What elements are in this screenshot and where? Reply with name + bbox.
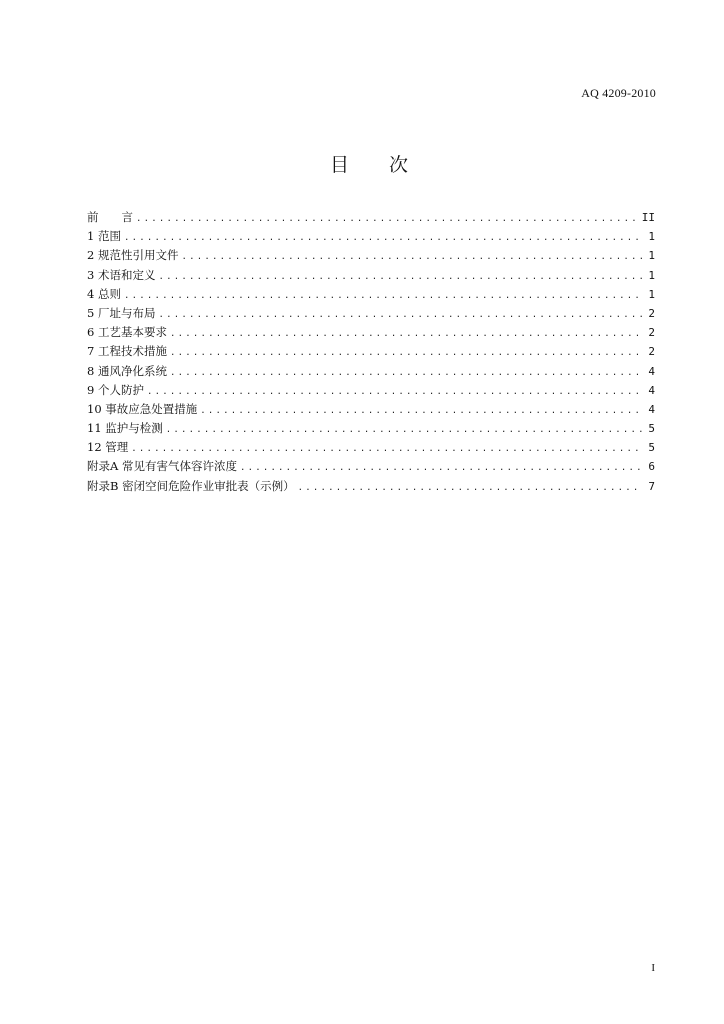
toc-dot-leader	[158, 306, 642, 325]
toc-title	[0, 150, 724, 177]
toc-entry-appendix-a[interactable]	[87, 457, 655, 476]
toc-entry-page: 1	[648, 230, 655, 244]
toc-entry-label: 4 总则	[87, 286, 121, 301]
toc-dot-leader	[170, 344, 642, 363]
toc-entry-label: 9 个人防护	[87, 382, 144, 397]
toc-entry-page: 6	[648, 460, 655, 474]
toc-dot-leader	[124, 229, 642, 248]
toc-entry-page: 2	[648, 345, 655, 359]
toc-dot-leader	[240, 459, 642, 478]
toc-entry-label: 附录A 常见有害气体容许浓度	[87, 459, 237, 474]
toc-entry-monitoring-detection[interactable]	[87, 419, 655, 438]
toc-dot-leader	[158, 268, 642, 287]
toc-dot-leader	[170, 325, 642, 344]
toc-dot-leader	[170, 364, 642, 383]
toc-entry-label: 1 范围	[87, 229, 121, 244]
toc-entry-site-layout[interactable]	[87, 304, 655, 323]
toc-entry-normative-references[interactable]	[87, 246, 655, 265]
toc-entry-emergency-measures[interactable]	[87, 400, 655, 419]
toc-entry-label: 3 术语和定义	[87, 267, 156, 282]
toc-dot-leader	[200, 402, 642, 421]
toc-entry-page: 4	[648, 364, 655, 378]
toc-entry-foreword[interactable]	[87, 208, 655, 227]
document-code: AQ 4209-2010	[581, 86, 656, 100]
toc-list	[87, 208, 655, 496]
toc-title-char-1: 目	[329, 154, 349, 176]
toc-dot-leader	[136, 210, 636, 229]
toc-entry-page: 2	[648, 326, 655, 340]
toc-entry-label: 5 厂址与布局	[87, 305, 156, 320]
toc-entry-ventilation-system[interactable]	[87, 362, 655, 381]
toc-entry-process-requirements[interactable]	[87, 323, 655, 342]
toc-entry-label: 7 工程技术措施	[87, 344, 167, 359]
toc-entry-page: 5	[648, 422, 655, 436]
toc-entry-general[interactable]	[87, 285, 655, 304]
toc-entry-page: 4	[648, 383, 655, 397]
toc-entry-label: 前 言	[87, 210, 133, 224]
toc-entry-page: 4	[648, 402, 655, 416]
toc-entry-management[interactable]	[87, 438, 655, 457]
toc-entry-page: II	[641, 211, 655, 224]
toc-entry-label: 10 事故应急处置措施	[87, 401, 198, 416]
toc-dot-leader	[147, 383, 642, 402]
toc-entry-label: 2 规范性引用文件	[87, 248, 179, 263]
toc-dot-leader	[124, 287, 642, 306]
toc-entry-page: 1	[648, 287, 655, 301]
toc-entry-personal-protection[interactable]	[87, 381, 655, 400]
toc-title-char-2: 次	[389, 154, 409, 176]
toc-entry-scope[interactable]	[87, 227, 655, 246]
toc-dot-leader	[298, 479, 643, 498]
toc-entry-label: 8 通风净化系统	[87, 363, 167, 378]
toc-entry-terms-definitions[interactable]	[87, 266, 655, 285]
toc-dot-leader	[166, 421, 643, 440]
toc-entry-label: 12 管理	[87, 440, 129, 455]
toc-entry-label: 附录B 密闭空间危险作业审批表（示例）	[87, 478, 295, 493]
toc-entry-page: 2	[648, 306, 655, 320]
toc-dot-leader	[181, 248, 642, 267]
toc-entry-label: 6 工艺基本要求	[87, 325, 167, 340]
toc-entry-label: 11 监护与检测	[87, 421, 163, 436]
toc-entry-engineering-measures[interactable]	[87, 342, 655, 361]
toc-entry-page: 1	[648, 268, 655, 282]
toc-entry-page: 5	[648, 441, 655, 455]
page-number: I	[651, 962, 655, 974]
toc-entry-page: 7	[648, 479, 655, 493]
toc-entry-page: 1	[648, 249, 655, 263]
toc-entry-appendix-b[interactable]	[87, 477, 655, 496]
